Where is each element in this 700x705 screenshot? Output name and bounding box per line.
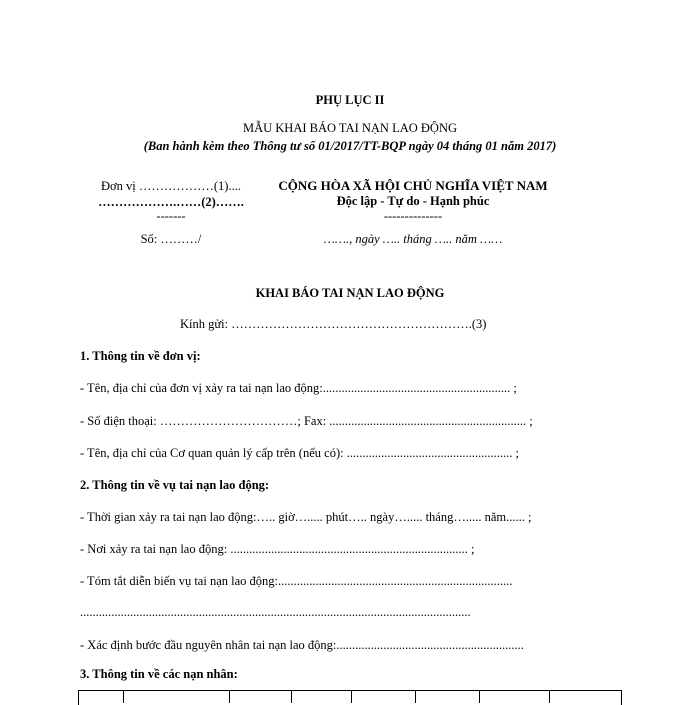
recipient-line: Kính gửi: ………………………………………………….(3)	[180, 317, 487, 331]
right-dashes: --------------	[383, 209, 443, 223]
date-line: ……., ngày ….. tháng ….. năm ……	[323, 232, 503, 246]
appendix-label: PHỤ LỤC II	[315, 93, 385, 107]
section-1-heading: 1. Thông tin về đơn vị:	[80, 349, 201, 363]
left-dashes: -------	[156, 209, 186, 223]
section-2-heading: 2. Thông tin về vụ tai nạn lao động:	[80, 478, 270, 492]
accident-summary-continuation: .............................................................................................................................	[80, 605, 471, 619]
unit-line: Đơn vị ………………(1)....	[101, 179, 241, 193]
issued-note: (Ban hành kèm theo Thông tư số 01/2017/TT-BQP ngày 04 tháng 01 năm 2017)	[143, 139, 557, 153]
accident-location-field: - Nơi xảy ra tai nạn lao động: ............................................................................ ;	[80, 542, 475, 556]
accident-summary-field: - Tóm tắt diễn biến vụ tai nạn lao động:...........................................................................	[80, 574, 513, 588]
victims-table-edge	[78, 690, 622, 705]
supervising-agency-field: - Tên, địa chỉ của Cơ quan quản lý cấp trên (nếu có): ..................................................... ;	[80, 446, 519, 460]
unit-line-2: ……………….……(2)…….	[98, 195, 244, 209]
accident-cause-field: - Xác định bước đầu nguyên nhân tai nạn lao động:............................................................	[80, 638, 524, 652]
motto: Độc lập - Tự do - Hạnh phúc	[336, 194, 490, 208]
republic-heading: CỘNG HÒA XÃ HỘI CHỦ NGHĨA VIỆT NAM	[278, 178, 548, 193]
section-3-heading: 3. Thông tin về các nạn nhân:	[80, 667, 238, 681]
accident-time-field: - Thời gian xảy ra tai nạn lao động:….. giờ…..... phút….. ngày…..... tháng…..... năm...... ;	[80, 510, 532, 524]
phone-fax-field: - Số điện thoại: ……………………………; Fax: ............................................................... ;	[80, 414, 533, 428]
document-number: Số: ………/	[140, 232, 202, 246]
document-title: KHAI BÁO TAI NẠN LAO ĐỘNG	[255, 286, 445, 300]
form-title: MẪU KHAI BÁO TAI NẠN LAO ĐỘNG	[242, 121, 458, 135]
unit-name-address-field: - Tên, địa chỉ của đơn vị xảy ra tai nạn lao động:............................................................ ;	[80, 381, 517, 395]
